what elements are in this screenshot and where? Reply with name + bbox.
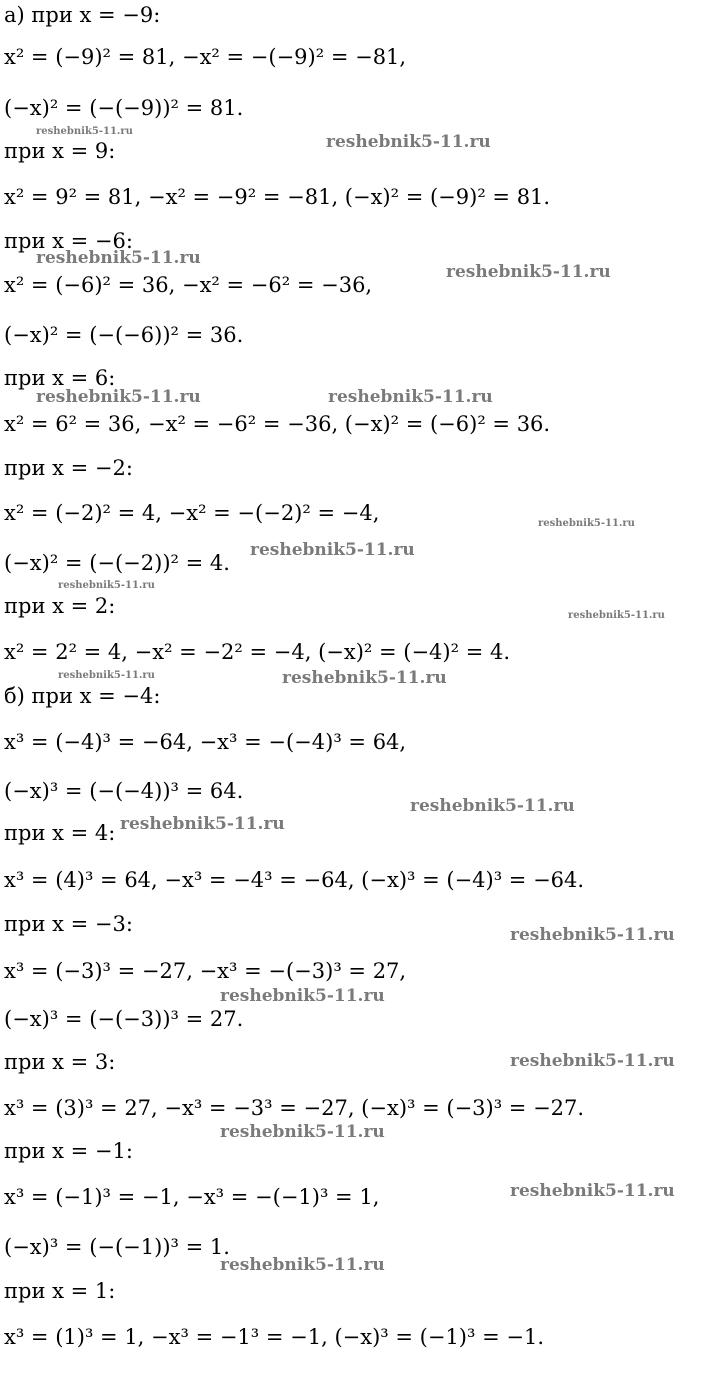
watermark: reshebnik5-11.ru [220,1255,385,1275]
equation-line: x³ = (1)³ = 1, −x³ = −1³ = −1, (−x)³ = (−1)³ = −1. [4,1325,544,1349]
case-heading: при x = 6: [4,366,116,390]
equation-line: x² = (−9)² = 81, −x² = −(−9)² = −81, [4,45,407,69]
equation-line: x² = 2² = 4, −x² = −2² = −4, (−x)² = (−4)² = 4. [4,640,511,664]
watermark: reshebnik5-11.ru [568,610,665,621]
equation-line: (−x)² = (−(−6))² = 36. [4,323,244,347]
equation-line: (−x)² = (−(−2))² = 4. [4,551,230,575]
equation-line: (−x)³ = (−(−3))³ = 27. [4,1007,244,1031]
watermark: reshebnik5-11.ru [410,796,575,816]
equation-line: (−x)³ = (−(−4))³ = 64. [4,779,244,803]
equation-line: x² = (−2)² = 4, −x² = −(−2)² = −4, [4,501,380,525]
part-a-case-x-minus-9: а) при x = −9: [4,3,161,27]
case-heading: при x = 9: [4,139,116,163]
case-heading: при x = −6: [4,229,133,253]
watermark: reshebnik5-11.ru [120,814,285,834]
case-heading: при x = −3: [4,912,133,936]
watermark: reshebnik5-11.ru [220,1122,385,1142]
equation-line: x² = (−6)² = 36, −x² = −6² = −36, [4,273,373,297]
watermark: reshebnik5-11.ru [220,986,385,1006]
equation-line: x³ = (−3)³ = −27, −x³ = −(−3)³ = 27, [4,959,407,983]
case-heading: при x = 4: [4,821,116,845]
case-heading: при x = 3: [4,1050,116,1074]
watermark: reshebnik5-11.ru [328,387,493,407]
case-heading: при x = 2: [4,594,116,618]
watermark: reshebnik5-11.ru [250,540,415,560]
equation-line: x³ = (−4)³ = −64, −x³ = −(−4)³ = 64, [4,730,407,754]
case-heading: при x = 1: [4,1279,116,1303]
watermark: reshebnik5-11.ru [36,248,201,268]
equation-line: x³ = (3)³ = 27, −x³ = −3³ = −27, (−x)³ = (−3)³ = −27. [4,1096,585,1120]
equation-line: x² = 9² = 81, −x² = −9² = −81, (−x)² = (−9)² = 81. [4,185,551,209]
watermark: reshebnik5-11.ru [36,387,201,407]
watermark: reshebnik5-11.ru [538,518,635,529]
equation-line: x³ = (−1)³ = −1, −x³ = −(−1)³ = 1, [4,1185,380,1209]
case-heading: при x = −2: [4,456,133,480]
equation-line: x³ = (4)³ = 64, −x³ = −4³ = −64, (−x)³ = (−4)³ = −64. [4,868,585,892]
case-heading: при x = −1: [4,1139,133,1163]
equation-line: (−x)² = (−(−9))² = 81. [4,96,244,120]
watermark: reshebnik5-11.ru [58,580,155,591]
watermark: reshebnik5-11.ru [510,925,675,945]
part-b-case-x-minus-4: б) при x = −4: [4,684,161,708]
watermark: reshebnik5-11.ru [326,132,491,152]
equation-line: (−x)³ = (−(−1))³ = 1. [4,1235,230,1259]
watermark: reshebnik5-11.ru [58,670,155,681]
watermark: reshebnik5-11.ru [510,1051,675,1071]
watermark: reshebnik5-11.ru [446,262,611,282]
watermark: reshebnik5-11.ru [36,126,133,137]
equation-line: x² = 6² = 36, −x² = −6² = −36, (−x)² = (−6)² = 36. [4,412,551,436]
watermark: reshebnik5-11.ru [282,668,447,688]
watermark: reshebnik5-11.ru [510,1181,675,1201]
